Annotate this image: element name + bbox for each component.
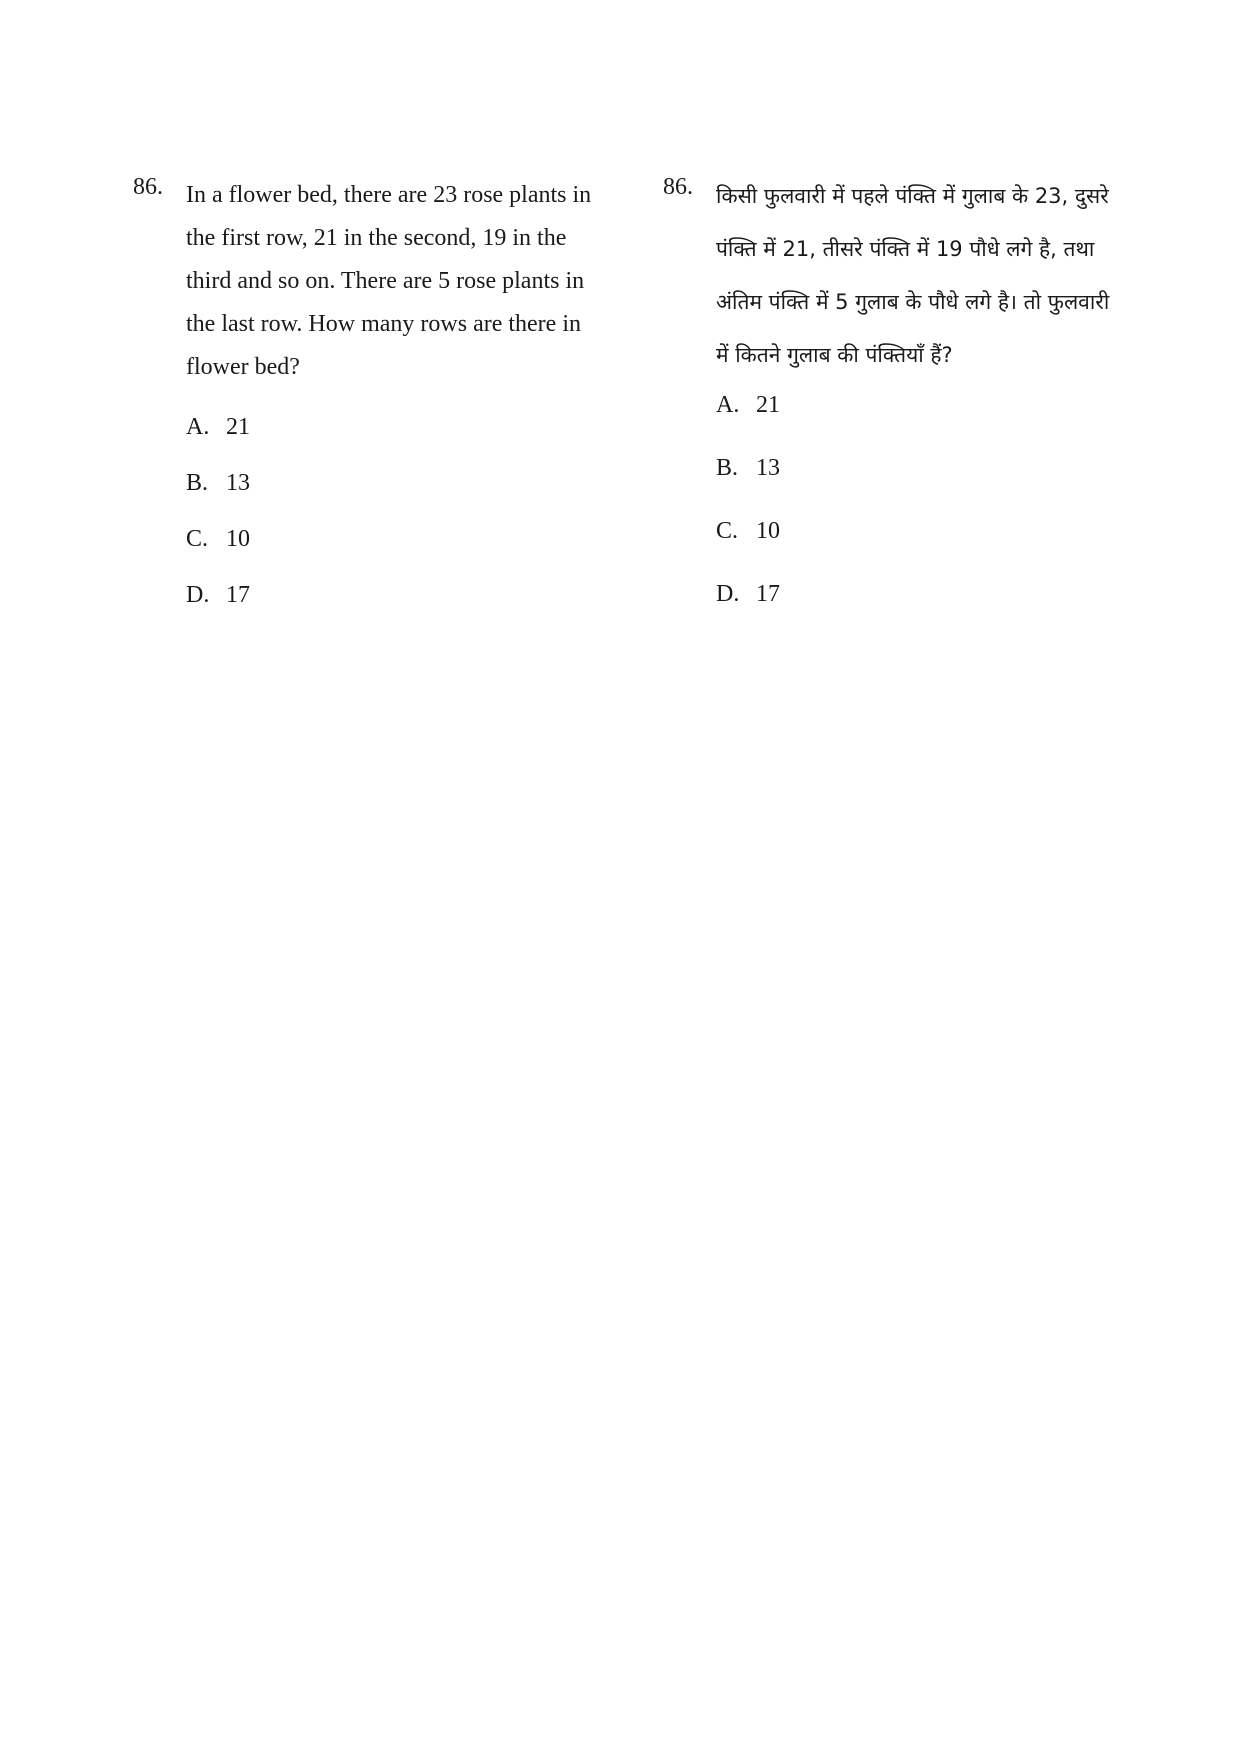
option-letter: B. <box>186 470 209 496</box>
option-letter: D. <box>716 581 740 607</box>
answer-options <box>716 392 1113 644</box>
option-letter: C. <box>186 526 209 552</box>
question-86-english <box>133 170 613 638</box>
option-b <box>186 470 613 526</box>
option-c <box>186 526 613 582</box>
option-value: 10 <box>756 518 780 544</box>
option-value: 21 <box>226 414 250 440</box>
answer-options <box>186 414 613 638</box>
option-d <box>716 581 1113 644</box>
option-value: 17 <box>756 581 780 607</box>
option-letter: B. <box>716 455 739 481</box>
option-b <box>716 455 1113 518</box>
option-c <box>716 518 1113 581</box>
option-letter: C. <box>716 518 739 544</box>
option-d <box>186 582 613 638</box>
option-letter: A. <box>186 414 210 440</box>
option-letter: D. <box>186 582 210 608</box>
option-a <box>716 392 1113 455</box>
question-stem: In a flower bed, there are 23 rose plants in the first row, 21 in the second, 19 in the third and so on. There are 5 rose plants in the last row. How many rows are there in flower bed? <box>186 182 592 380</box>
question-number: 86. <box>663 174 693 200</box>
option-letter: A. <box>716 392 740 418</box>
option-value: 13 <box>226 470 250 496</box>
option-value: 10 <box>226 526 250 552</box>
option-a <box>186 414 613 470</box>
question-86-hindi <box>663 170 1113 644</box>
question-number: 86. <box>133 174 163 200</box>
option-value: 17 <box>226 582 250 608</box>
option-value: 21 <box>756 392 780 418</box>
option-value: 13 <box>756 455 780 481</box>
question-stem: किसी फुलवारी में पहले पंक्ति में गुलाब के 23, दुसरे पंक्ति में 21, तीसरे पंक्ति में 19 पौधे लगे है, तथा अंतिम पंक्ति में 5 गुलाब के पौधे लगे है। तो फुलवारी में कितने गुलाब की पंक्तियाँ हैं? <box>716 184 1110 367</box>
